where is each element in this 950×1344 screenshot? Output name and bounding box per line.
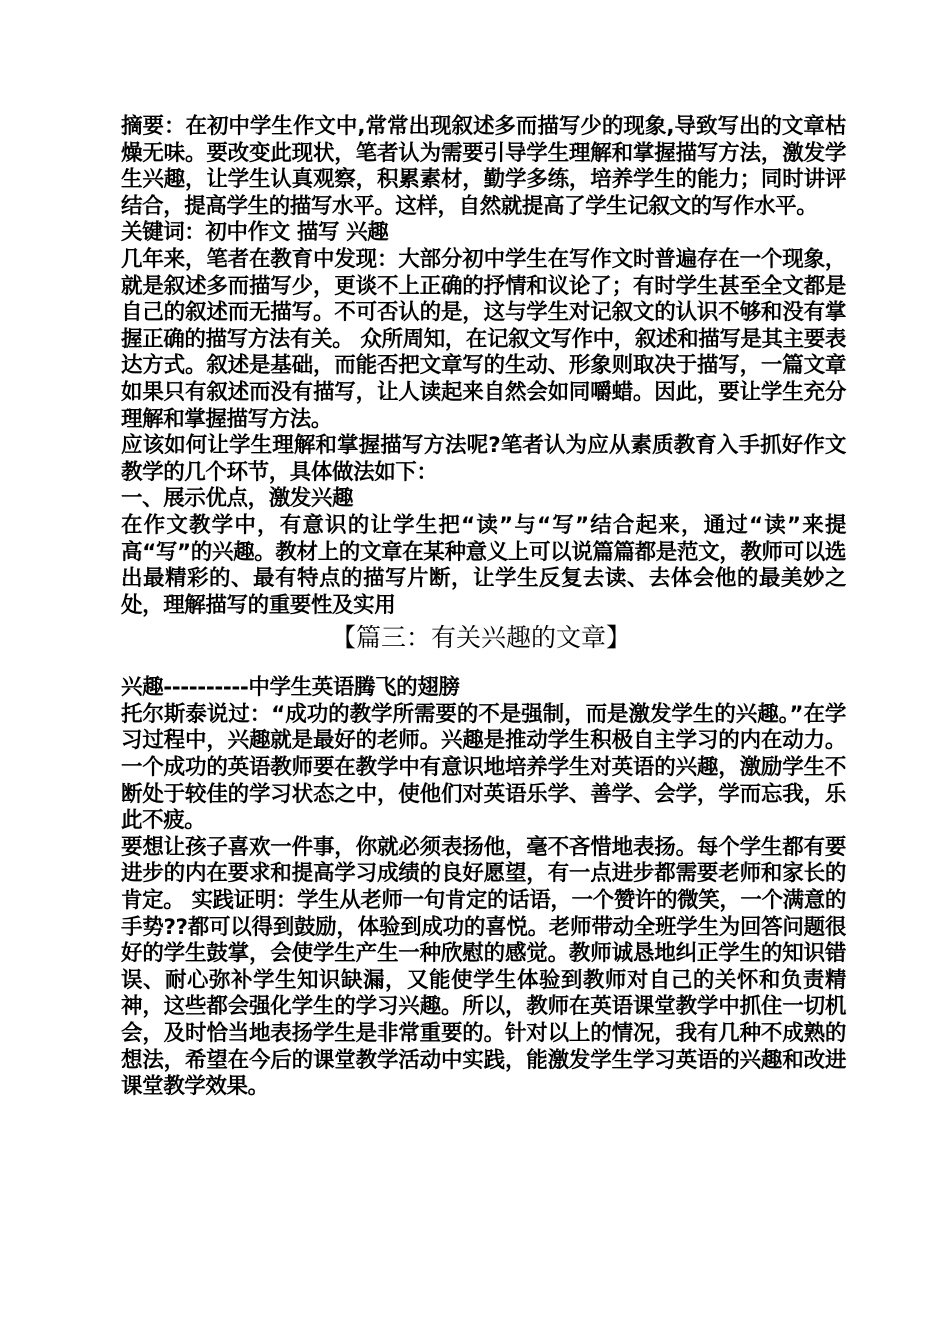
body-paragraph: 在作文教学中，有意识的让学生把“读”与“写”结合起来，通过“读”来提高“写”的兴趣。教材上的文章在某种意义上可以说篇篇都是范文，教师可以选出最精彩的、最有特点的描写片断，让学生反复去读、去体会他的最美妙之处，理解描写的重要性及实用 <box>121 512 846 618</box>
subsection-heading: 一、展示优点，激发兴趣 <box>121 486 354 512</box>
article-title: 兴趣----------中学生英语腾飞的翅膀 <box>121 675 460 701</box>
body-paragraph: 要想让孩子喜欢一件事，你就必须表扬他，毫不吝惜地表扬。每个学生都有要进步的内在要求和提高学习成绩的良好愿望，有一点进步都需要老师和家长的肯定。 实践证明：学生从老师一句肯定的话语，一个赞许的微笑，一个满意的手势??都可以得到鼓励，体验到成功的喜悦。老师带动全班学生为回答问题很好的学生鼓掌，会使学生产生一种欣慰的感觉。教师诚恳地纠正学生的知识错误、耐心弥补学生知识缺漏，又能使学生体验到教师对自己的关怀和负责精神，这些都会强化学生的学习兴趣。所以，教师在英语课堂教学中抓住一切机会，及时恰当地表扬学生是非常重要的。针对以上的情况，我有几种不成熟的想法，希望在今后的课堂教学活动中实践，能激发学生学习英语的兴趣和改进课堂教学效果。 <box>121 834 846 1100</box>
section-title: 【篇三：有关兴趣的文章】 <box>330 623 631 653</box>
abstract-paragraph: 摘要：在初中学生作文中,常常出现叙述多而描写少的现象,导致写出的文章枯燥无味。要改变此现状，笔者认为需要引导学生理解和掌握描写方法，激发学生兴趣，让学生认真观察，积累素材，勤学多练，培养学生的能力；同时讲评结合，提高学生的描写水平。这样，自然就提高了学生记叙文的写作水平。 <box>121 114 846 219</box>
keywords-line: 关键词：初中作文 描写 兴趣 <box>121 220 389 246</box>
body-paragraph: 几年来，笔者在教育中发现：大部分初中学生在写作文时普遍存在一个现象，就是叙述多而描写少，更谈不上正确的抒情和议论了；有时学生甚至全文都是自己的叙述而无描写。不可否认的是，这与学生对记叙文的认识不够和没有掌握正确的描写方法有关。 众所周知，在记叙文写作中，叙述和描写是其主要表达方式。叙述是基础，而能否把文章写的生动、形象则取决于描写，一篇文章如果只有叙述而没有描写，让人读起来自然会如同嚼蜡。因此，要让学生充分理解和掌握描写方法。 <box>121 246 846 432</box>
document-page <box>116 114 846 1101</box>
body-paragraph: 应该如何让学生理解和掌握描写方法呢?笔者认为应从素质教育入手抓好作文教学的几个环节，具体做法如下： <box>121 433 846 485</box>
body-paragraph: 托尔斯泰说过：“成功的教学所需要的不是强制，而是激发学生的兴趣。”在学习过程中，兴趣就是最好的老师。兴趣是推动学生积极自主学习的内在动力。一个成功的英语教师要在教学中有意识地培养学生对英语的兴趣，激励学生不断处于较佳的学习状态之中，使他们对英语乐学、善学、会学，学而忘我，乐此不疲。 <box>121 701 846 834</box>
